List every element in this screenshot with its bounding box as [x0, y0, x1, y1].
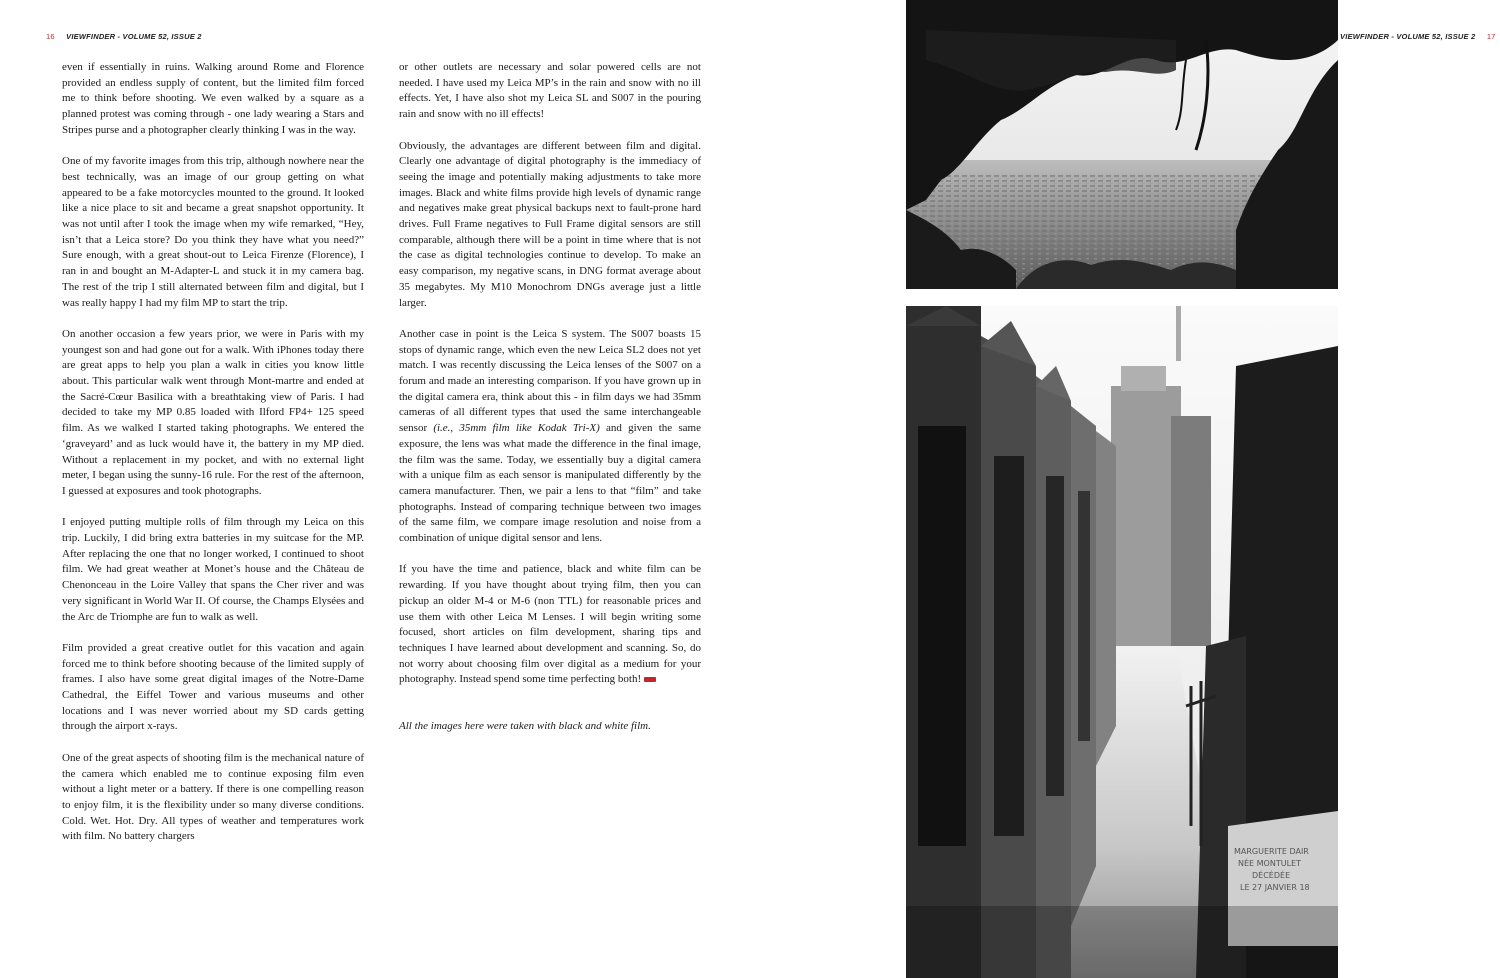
right-page-folio: [1340, 32, 1496, 41]
left-page-folio: [46, 32, 202, 41]
paragraph: Obviously, the advantages are different between film and digital. Clearly one advantage of digital photography is the immediacy of seeing the image and potentially making adjustments to take more images. Black and white films provide high levels of dynamic range and negatives make great physical backups next to fault-prone hard drives. Full Frame negatives to Full Frame digital sensors are still comparable, although there will be a point in time where that is not the case as digital technologies continue to develop. To make an easy comparison, my negative scans, in DNG format average about 35 megabytes. My M10 Monochrom DNGs average just a little larger.: [399, 139, 701, 309]
photo-cemetery-lane: [906, 306, 1338, 978]
right-page-number: 17: [1486, 32, 1496, 41]
end-of-article-mark: [644, 677, 656, 682]
plaque-line: LE 27 JANVIER 18: [1240, 883, 1310, 892]
paragraph: One of my favorite images from this trip, although nowhere near the best technically, was an image of our group getting on what appeared to be a fake motorcycles mounted to the ground. It looked like a nice place to sit and became a great snapshot opportunity. It was not until after I took the image when my wife remarked, “Hey, isn’t that a Leica store? Do you think they have what you need?” Sure enough, with a great shout-out to Leica Firenze (Florence), I ran in and bought an M-Adapter-L and stuck it in my camera bag. The rest of the trip I still alternated between film and digital, but I was really happy I had my film MP to start the trip.: [62, 155, 364, 309]
left-running-header: VIEWFINDER - VOLUME 52, ISSUE 2: [66, 32, 202, 41]
article-column-1: [62, 60, 364, 861]
photo-caption: All the images here were taken with black and white film.: [399, 720, 651, 733]
paragraph: [399, 562, 701, 688]
paragraph: or other outlets are necessary and solar powered cells are not needed. I have used my Leica MP’s in the rain and snow with no ill effects. Yet, I have also shot my Leica SL and S007 in the pouring rain and snow with no ill effects!: [399, 61, 701, 121]
paragraph: [399, 327, 701, 547]
paragraph: Film provided a great creative outlet for this vacation and again forced me to think before shooting because of the limited supply of frames. I also have some great digital images of the Notre-Dame Cathedral, the Eiffel Tower and various museums and other locations and I was never worried about my SD cards getting through the airport x-rays.: [62, 641, 364, 733]
right-running-header: VIEWFINDER - VOLUME 52, ISSUE 2: [1340, 32, 1476, 41]
plaque-line: MARGUERITE DAIR: [1234, 847, 1309, 856]
paragraph: even if essentially in ruins. Walking around Rome and Florence provided an endless supply of content, but the limited film forced me to think before shooting. We even walked by a square as a planned protest was coming through - one lady wearing a Stars and Stripes purse and a photographer clearly thinking I was in the way.: [62, 61, 364, 136]
plaque-line: DÉCÉDÉE: [1252, 871, 1291, 880]
left-page-number: 16: [46, 32, 55, 41]
article-column-2: [399, 60, 701, 750]
photo-paris-skyline-image: [906, 0, 1338, 289]
paragraph-text: Another case in point is the Leica S system. The S007 boasts 15 stops of dynamic range, which even the new Leica SL2 does not yet match. I was recently discussing the Leica lenses of the S007 on a forum and made an interesting comparison. If you have grown up in the digital camera era, think about this - in film days we had 35mm cameras of all different types that used the same interchangeable sensor: [399, 327, 701, 435]
photo-paris-skyline: [906, 0, 1338, 289]
paragraph-text: and given the same exposure, the lens was what made the difference in the final image, the film was the same. Today, we essentially buy a digital camera with a unique film as each sensor is manipulated differently by the camera manufacturer. Then, we pair a lens to that “film” and take photographs. Instead of comparing technique between two images of the same film, we compare image resolution and noise from a combination of unique digital sensor and lens.: [399, 422, 701, 545]
plaque-line: NÉE MONTULET: [1238, 859, 1301, 868]
paragraph: I enjoyed putting multiple rolls of film through my Leica on this trip. Luckily, I did bring extra batteries in my suitcase for the MP. After replacing the one that no longer worked, I continued to shoot film. We had great weather at Monet’s house and the Château de Chenonceau in the Loire Valley that spans the Cher river and was very significant in World War II. Of course, the Champs Elysées and the Arc de Triomphe are fun to walk as well.: [62, 516, 364, 623]
photo-cemetery-lane-image: [906, 306, 1338, 978]
paragraph: On another occasion a few years prior, we were in Paris with my youngest son and had gone out for a walk. With iPhones today there are great apps to help you plan a walk in cities you know little about. This particular walk went through Mont-martre and ended at the Sacré-Cœur Basilica with a breathtaking view of Paris. I had decided to take my MP 0.85 loaded with Ilford FP4+ 125 speed film. As we walked I started taking photographs. We entered the ‘graveyard’ and as luck would have it, the battery in my MP died. Without a replacement in my pocket, and with no external light meter, I began using the sunny-16 rule. For the rest of the afternoon, I guessed at exposures and took photographs.: [62, 327, 364, 497]
paragraph: One of the great aspects of shooting film is the mechanical nature of the camera which enabled me to continue exposing film even without a light meter or a battery. If there is one compelling reason to enjoy film, it is the flexibility under so many diverse conditions. Cold. Wet. Hot. Dry. All types of weather and temperatures work with film. No battery chargers: [62, 751, 364, 843]
italic-aside: (i.e., 35mm film like Kodak Tri-X): [433, 422, 600, 435]
paragraph-text: If you have the time and patience, black and white film can be rewarding. If you have thought about trying film, then you can pickup an older M-4 or M-6 (non TTL) for reasonable prices and use them with other Leica M Lenses. I will begin writing some focused, short articles on film development, sharing tips and techniques I have learned about development and scanning. So, do not worry about choosing film over digital as a medium for your photography. Instead spend some time perfecting both!: [399, 563, 701, 686]
